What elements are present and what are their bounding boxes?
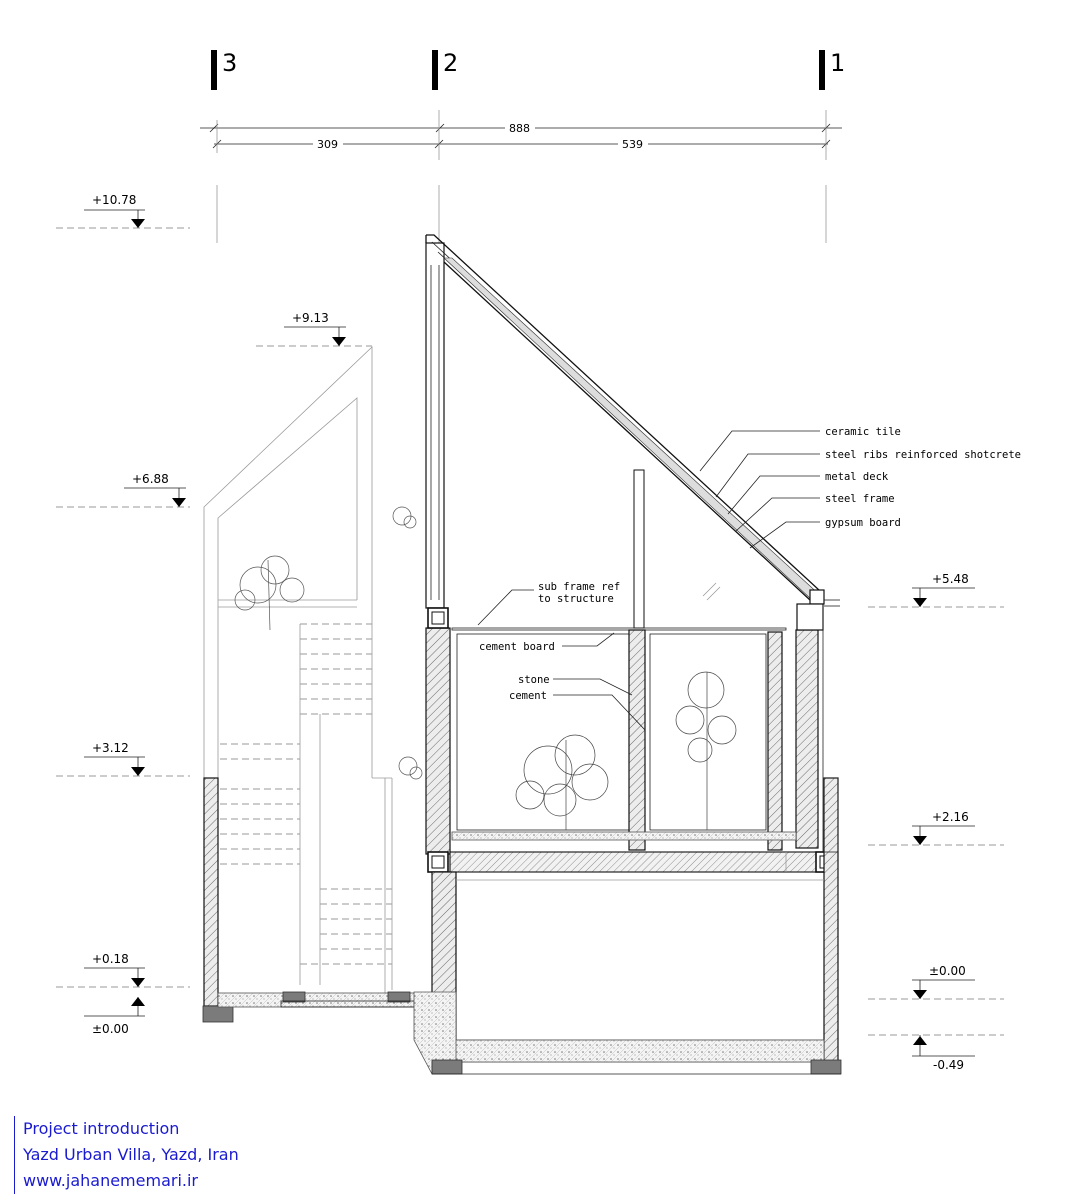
level-marker-018	[56, 952, 190, 987]
level-marker-000-left	[84, 997, 145, 1036]
project-caption	[14, 1116, 239, 1194]
dimension-lines	[200, 110, 842, 243]
svg-text:+0.18: +0.18	[92, 952, 129, 966]
upper-left-wall	[426, 628, 450, 854]
level-marker-216	[868, 810, 1004, 845]
grid-label-1: 1	[830, 49, 846, 77]
basement-footing-right	[811, 1060, 841, 1074]
dim-total: 888	[509, 122, 530, 135]
grid-bar-1	[819, 50, 825, 90]
level-marker-913	[256, 311, 372, 346]
main-volume	[414, 235, 841, 1074]
level-marker-548	[868, 572, 1004, 607]
stone-column	[629, 630, 645, 850]
svg-text:±0.00: ±0.00	[92, 1022, 129, 1036]
level-marker-000-right	[868, 964, 1004, 999]
svg-text:+3.12: +3.12	[92, 741, 129, 755]
level-marker-312	[56, 741, 190, 776]
svg-text:+2.16: +2.16	[932, 810, 969, 824]
note-metal-deck: metal deck	[825, 471, 889, 483]
stair-lines	[220, 624, 392, 990]
level-marker-1078	[56, 193, 190, 228]
note-steel-ribs: steel ribs reinforced shotcrete	[825, 449, 1021, 461]
tree-right	[676, 672, 736, 830]
caption-line-3[interactable]: www.jahanememari.ir	[23, 1171, 199, 1190]
basement-right-wall	[824, 778, 838, 1062]
level-marker-688	[56, 472, 190, 507]
dim-right-span: 539	[622, 138, 643, 151]
note-gypsum-board: gypsum board	[825, 517, 901, 529]
note-stone: stone	[518, 674, 550, 686]
caption-line-1: Project introduction	[23, 1119, 180, 1138]
caption-line-2: Yazd Urban Villa, Yazd, Iran	[23, 1145, 239, 1164]
rear-footing	[203, 1006, 233, 1022]
note-sub-frame-1: sub frame ref	[538, 581, 621, 593]
rear-wall	[204, 778, 218, 1006]
plant-left	[235, 556, 304, 630]
svg-text:+6.88: +6.88	[132, 472, 169, 486]
note-ceramic-tile: ceramic tile	[825, 426, 901, 438]
note-sub-frame-2: to structure	[538, 593, 614, 605]
grid-bar-3	[211, 50, 217, 90]
steel-column-top-left	[428, 608, 448, 628]
tree-left	[516, 735, 608, 830]
sloped-roof	[426, 235, 840, 606]
basement-footing-left	[432, 1060, 462, 1074]
upper-right-wall	[796, 630, 818, 848]
svg-text:+9.13: +9.13	[292, 311, 329, 325]
grid-label-2: 2	[443, 49, 459, 77]
level-markers	[56, 193, 1004, 1072]
rear-volume	[203, 347, 454, 1022]
upper-floor-slab	[450, 852, 820, 872]
svg-text:-0.49: -0.49	[933, 1058, 965, 1072]
note-cement-board: cement board	[479, 641, 555, 653]
steel-column-bottom-left	[428, 852, 448, 872]
grid-markers	[211, 49, 845, 90]
svg-text:±0.00: ±0.00	[929, 964, 966, 978]
svg-text:+5.48: +5.48	[932, 572, 969, 586]
grid-label-3: 3	[222, 49, 238, 77]
plant-small	[393, 507, 422, 779]
note-steel-frame: steel frame	[825, 493, 895, 505]
grid-bar-2	[432, 50, 438, 90]
svg-text:+10.78: +10.78	[92, 193, 137, 207]
dim-left-span: 309	[317, 138, 338, 151]
level-marker-minus049	[868, 1035, 1004, 1072]
note-cement: cement	[509, 690, 547, 702]
